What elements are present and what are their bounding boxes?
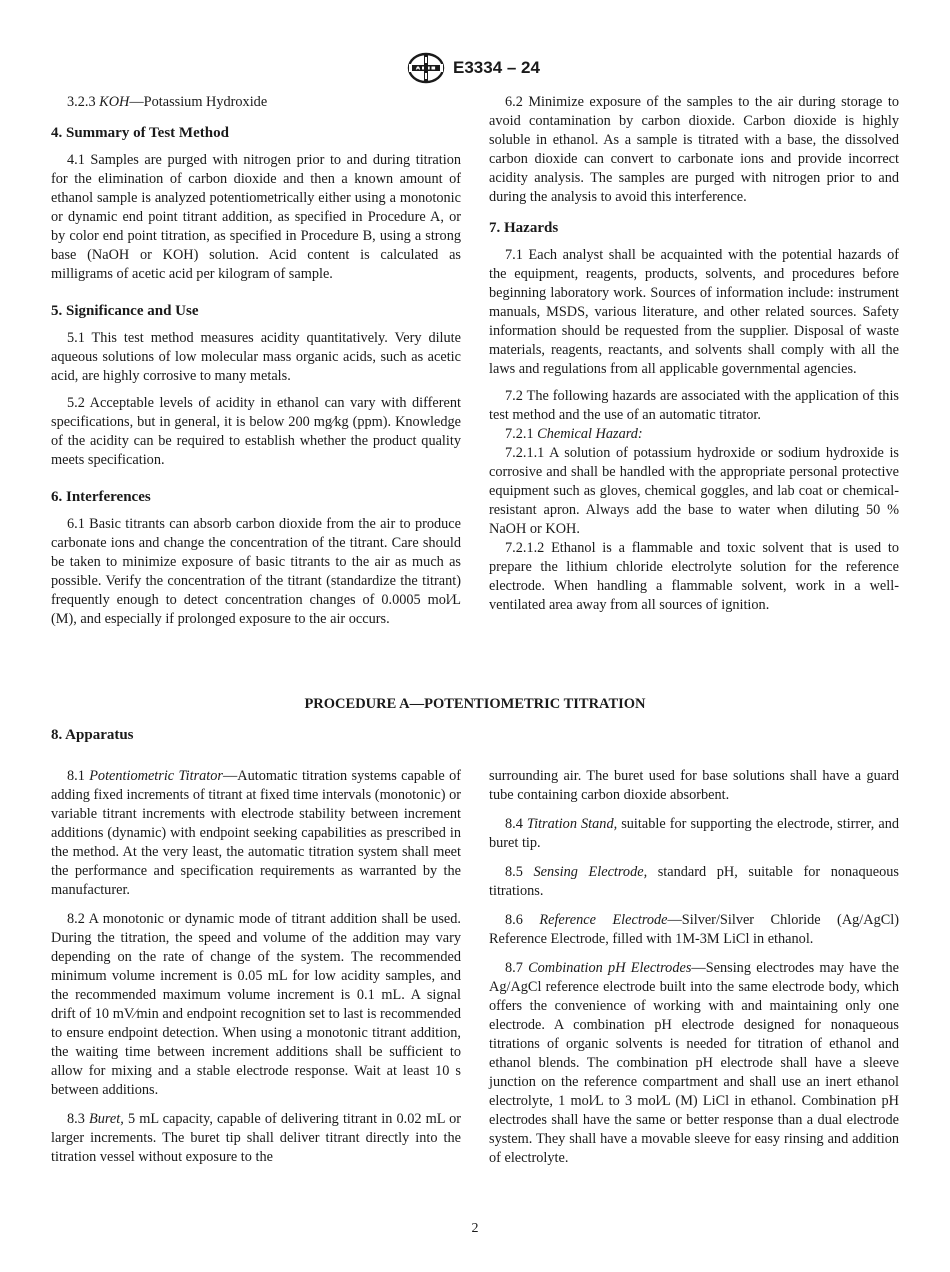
- paragraph-7-2-1-1: 7.2.1.1 A solution of potassium hydroxide or sodium hydroxide is corrosive and shall be handled with the appropriate personal protective equipment such as gloves, chemical goggles, and lab coat or chemical-resistant apron. Always add the base to water when diluting 50 % NaOH or KOH.: [489, 445, 899, 537]
- paragraph-8-3: [51, 1110, 461, 1167]
- para-number: 8.1: [67, 768, 90, 784]
- section-6-heading: 6. Interferences: [51, 489, 151, 505]
- para-text: suitable for supporting the electrode, stirrer, and buret tip.: [489, 816, 899, 851]
- paragraph-8-5: [489, 863, 899, 901]
- para-number: 8.4: [505, 816, 527, 832]
- para-number: 3.2.3: [67, 94, 100, 110]
- term: Sensing Electrode,: [533, 864, 648, 880]
- section-5-heading: 5. Significance and Use: [51, 303, 199, 319]
- section-8-heading: 8. Apparatus: [51, 727, 134, 743]
- right-column-bottom: [489, 767, 899, 1178]
- paragraph-4-1: 4.1 Samples are purged with nitrogen prior to and during titration for the elimination of carbon dioxide and then a known amount of ethanol sample is analyzed potentiometrically either using a monotonic or dynamic end point titrant addition, as specified in Procedure A, or by color end point titration, as specified in Procedure B, using a strong base (NaOH or KOH) solution. Acid content is calculated as milligrams of acetic acid per kilogram of sample.: [51, 152, 461, 282]
- astm-logo-icon: [406, 52, 446, 84]
- paragraph-8-7: [489, 959, 899, 1168]
- page-header: [0, 52, 950, 86]
- paragraph-6-2: 6.2 Minimize exposure of the samples to the air during storage to avoid contamination by carbon dioxide. Carbon dioxide is highly soluble in ethanol. As a sample is titrated with a base, the dissolved carbon dioxide can convert to carbonate ions and provide incorrect acidity analysis. The samples are purged with nitrogen prior to and during the analysis to avoid this interference.: [489, 94, 899, 205]
- paragraph-3-2-3: [51, 93, 461, 112]
- term: Buret,: [89, 1111, 124, 1127]
- paragraph-6-1: 6.1 Basic titrants can absorb carbon dioxide from the air to produce carbonate ions and change the concentration of the titrant. Care should be taken to minimize exposure of basic titrants to the air as much as possible. Verify the concentration of the titrant (standardize the titrant) frequently enough to detect concentration changes of 0.0005 mol⁄L (M), and especially if prolonged exposure to the air occurs.: [51, 516, 461, 627]
- term: KOH: [99, 94, 130, 110]
- section-4-heading: 4. Summary of Test Method: [51, 125, 229, 141]
- document-id: E3334 – 24: [453, 58, 540, 77]
- paragraph-8-1: [51, 767, 461, 900]
- para-number: 8.7: [505, 960, 529, 976]
- para-number: 8.5: [505, 864, 534, 880]
- paragraph-8-6: [489, 911, 899, 949]
- term: Reference Electrode: [539, 912, 668, 928]
- paragraph-5-2: 5.2 Acceptable levels of acidity in ethanol can vary with different specifications, but in general, it is below 200 mg⁄kg (ppm). Knowledge of the acidity can be required to establish whether the product quality meets specification.: [51, 395, 461, 468]
- para-text: standard pH, suitable for nonaqueous titrations.: [489, 864, 899, 899]
- term: Chemical Hazard:: [537, 426, 643, 442]
- page-number: 2: [471, 1221, 479, 1236]
- procedure-a-title: PROCEDURE A—POTENTIOMETRIC TITRATION: [304, 696, 646, 712]
- term: Potentiometric Titrator: [89, 768, 223, 784]
- paragraph-7-2: 7.2 The following hazards are associated with the application of this test method and the use of an automatic titrator.: [489, 388, 899, 423]
- section-7-heading: 7. Hazards: [489, 220, 559, 236]
- left-column-bottom: [51, 767, 461, 1177]
- term: Titration Stand,: [526, 816, 618, 832]
- paragraph-7-1: 7.1 Each analyst shall be acquainted with the potential hazards of the equipment, reagents, products, solvents, and procedures before beginning laboratory work. Sources of information include: instrument manuals, MSDS, various literature, and other related sources. Safety information should be requested from the supplier. Disposal of waste materials, reagents, reactants, and solvents shall comply with all the laws and regulations from all applicable governmental agencies.: [489, 247, 899, 377]
- para-text: —Sensing electrodes may have the Ag/AgCl reference electrode built into the same electrode body, which offers the convenience of working with and maintaining only one electrode. A combination pH electrode designed for nonaqueous titrations of organic solvents is needed for titration of ethanol and ethanol blends. The combination pH electrode shall have a sleeve junction on the reference compartment and shall use an inert ethanol electrolyte, 1 mol⁄L to 3 mol⁄L (M) LiCl in ethanol. Combination pH electrodes shall have the same or better response than a dual electrode system. They shall have a movable sleeve for easy rinsing and addition of electrolyte.: [489, 960, 899, 1166]
- left-column-top: [51, 93, 461, 637]
- para-text: —Potassium Hydroxide: [129, 94, 268, 110]
- paragraph-5-1: 5.1 This test method measures acidity quantitatively. Very dilute aqueous solutions of low molecular mass organic acids, such as acetic acid, are highly corrosive to many metals.: [51, 330, 461, 384]
- term: Combination pH Electrodes: [528, 960, 692, 976]
- para-number: 7.2.1: [505, 426, 538, 442]
- para-text: —Silver/Silver Chloride (Ag/AgCl) Reference Electrode, filled with 1M-3M LiCl in ethanol.: [489, 912, 900, 947]
- paragraph-7-2-1: [489, 425, 899, 444]
- paragraph-7-2-1-2: 7.2.1.2 Ethanol is a flammable and toxic solvent that is used to prepare the lithium chloride electrolyte solution for the reference electrode. When handling a flammable solvent, work in a well-ventilated area away from all sources of ignition.: [489, 540, 899, 613]
- para-number: 8.6: [505, 912, 540, 928]
- right-column-top: [489, 93, 899, 623]
- paragraph-8-2: 8.2 A monotonic or dynamic mode of titrant addition shall be used. During the titration, the speed and volume of the addition may vary depending on the rate of change of the system. The recommended minimum volume increment is 0.05 mL for low acidity samples, and the recommended maximum volume increment is 0.1 mL. A signal drift of 10 mV⁄min and endpoint recognition set to last is recommended to ensure endpoint detection. When using a monotonic titrant addition, the waiting time between increment additions shall be sufficient to allow for mixing and a stable electrode response. Wait at least 10 s between additions.: [51, 911, 461, 1098]
- paragraph-8-4: [489, 815, 899, 853]
- para-text: 5 mL capacity, capable of delivering titrant in 0.02 mL or larger increments. The buret tip shall deliver titrant directly into the titration vessel without exposure to the: [51, 1111, 461, 1165]
- para-text: —Automatic titration systems capable of adding fixed increments of titrant at fixed time intervals (monotonic) or variable titrant increments with electrode stability between increment additions (dynamic) with endpoint seeking capabilities as prescribed in the method. At the very least, the automatic titration system shall meet the performance and specification requirements as warranted by the manufacturer.: [51, 768, 461, 898]
- paragraph-8-3-continued: surrounding air. The buret used for base solutions shall have a guard tube containing carbon dioxide absorbent.: [489, 768, 899, 803]
- para-number: 8.3: [67, 1111, 89, 1127]
